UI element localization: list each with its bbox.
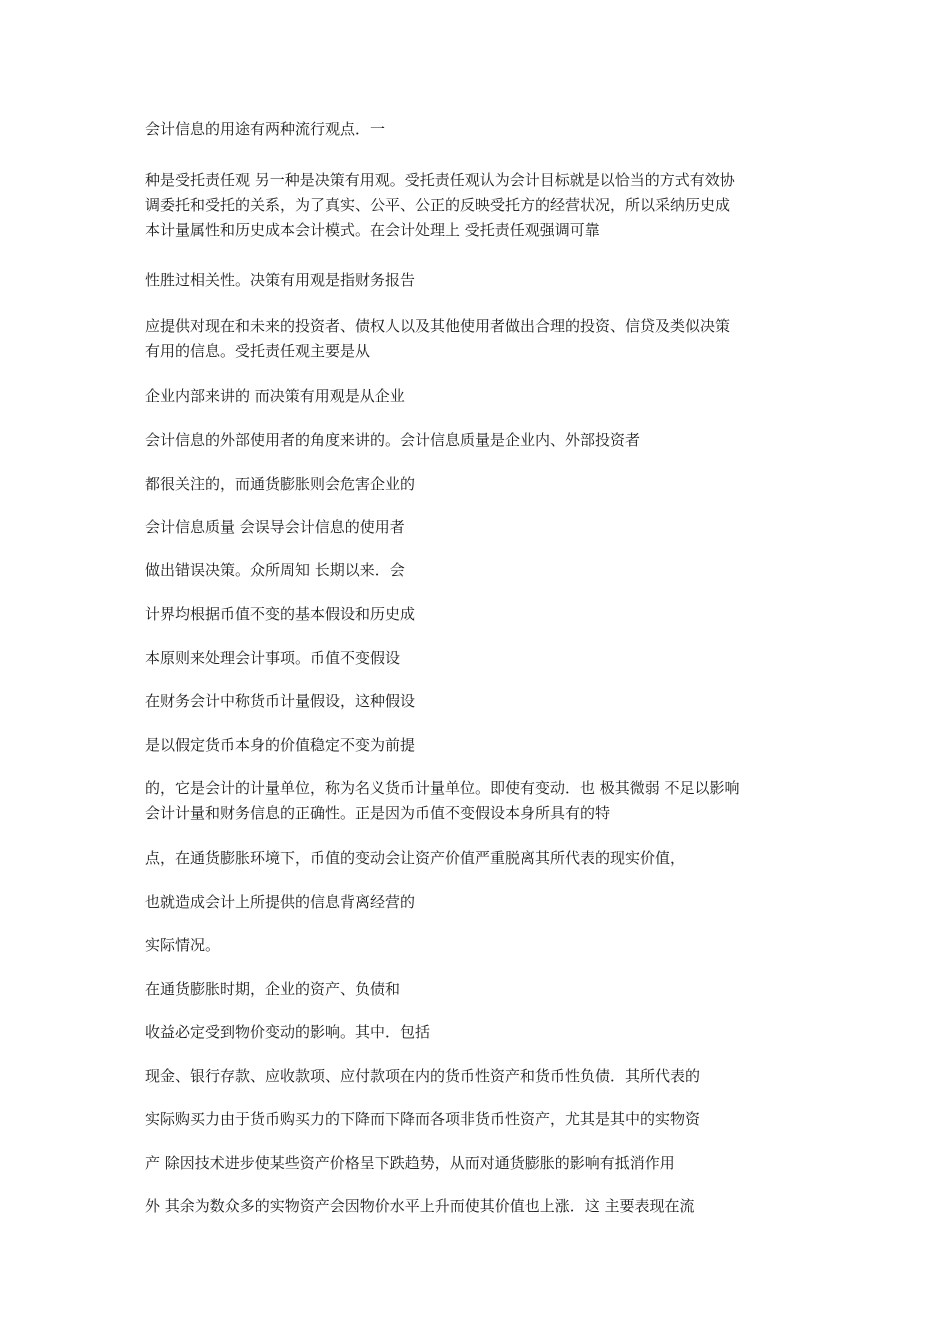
text-line: 是以假定货币本身的价值稳定不变为前提 [145,736,416,754]
paragraph [145,1020,817,1045]
text-line: 收益必定受到物价变动的影响。其中．包括 [145,1023,431,1041]
text-line: 也就造成会计上所提供的信息背离经营的 [145,893,416,911]
paragraph [145,846,817,871]
paragraph [145,268,817,293]
paragraph [145,646,817,671]
text-line: 做出错误决策。众所周知 长期以来．会 [145,561,405,579]
paragraph [145,168,817,243]
text-line: 在财务会计中称货币计量假设，这种假设 [145,692,416,710]
paragraph [145,1151,817,1176]
paragraph [145,602,817,627]
text-line: 本原则来处理会计事项。币值不变假设 [145,649,401,667]
text-line: 种是受托责任观 另一种是决策有用观。受托责任观认为会计目标就是以恰当的方式有效协 [145,171,735,189]
text-line: 实际购买力由于货币购买力的下降而下降而各项非货币性资产，尤其是其中的实物资 [145,1110,701,1128]
paragraph [145,890,817,915]
paragraph [145,1064,817,1089]
paragraph [145,1107,817,1132]
paragraph [145,977,817,1002]
text-line: 会计信息质量 会误导会计信息的使用者 [145,518,405,536]
text-line: 现金、银行存款、应收款项、应付款项在内的货币性资产和货币性负债．其所代表的 [145,1067,701,1085]
paragraph [145,428,817,453]
text-line: 外 其余为数众多的实物资产会因物价水平上升而使其价值也上涨．这 主要表现在流 [145,1197,695,1215]
text-line: 会计计量和财务信息的正确性。正是因为币值不变假设本身所具有的特 [145,804,611,822]
text-line: 调委托和受托的关系，为了真实、公平、公正的反映受托方的经营状况，所以采纳历史成 [145,196,731,214]
text-line: 本计量属性和历史成本会计模式。在会计处理上 受托责任观强调可靠 [145,221,600,239]
text-line: 点，在通货膨胀环境下，币值的变动会让资产价值严重脱离其所代表的现实价值， [145,849,686,867]
paragraph [145,117,817,142]
text-line: 企业内部来讲的 而决策有用观是从企业 [145,387,405,405]
text-line: 在通货膨胀时期，企业的资产、负债和 [145,980,401,998]
text-line: 有用的信息。受托责任观主要是从 [145,342,371,360]
text-line: 应提供对现在和未来的投资者、债权人以及其他使用者做出合理的投资、信贷及类似决策 [145,317,731,335]
paragraph [145,1194,817,1219]
text-line: 会计信息的外部使用者的角度来讲的。会计信息质量是企业内、外部投资者 [145,431,641,449]
text-line: 会计信息的用途有两种流行观点．一 [145,120,386,138]
text-line: 产 除因技术进步使某些资产价格呈下跌趋势，从而对通货膨胀的影响有抵消作用 [145,1154,675,1172]
paragraph [145,384,817,409]
text-line: 实际情况。 [145,936,221,954]
paragraph [145,314,817,364]
text-line: 都很关注的，而通货膨胀则会危害企业的 [145,475,416,493]
paragraph [145,515,817,540]
paragraph [145,933,817,958]
paragraph [145,558,817,583]
text-line: 性胜过相关性。决策有用观是指财务报告 [145,271,416,289]
paragraph [145,776,817,826]
paragraph [145,689,817,714]
text-line: 计界均根据币值不变的基本假设和历史成 [145,605,416,623]
paragraph [145,733,817,758]
paragraph [145,472,817,497]
text-line: 的，它是会计的计量单位，称为名义货币计量单位。即使有变动．也 极其微弱 不足以影响 [145,779,740,797]
